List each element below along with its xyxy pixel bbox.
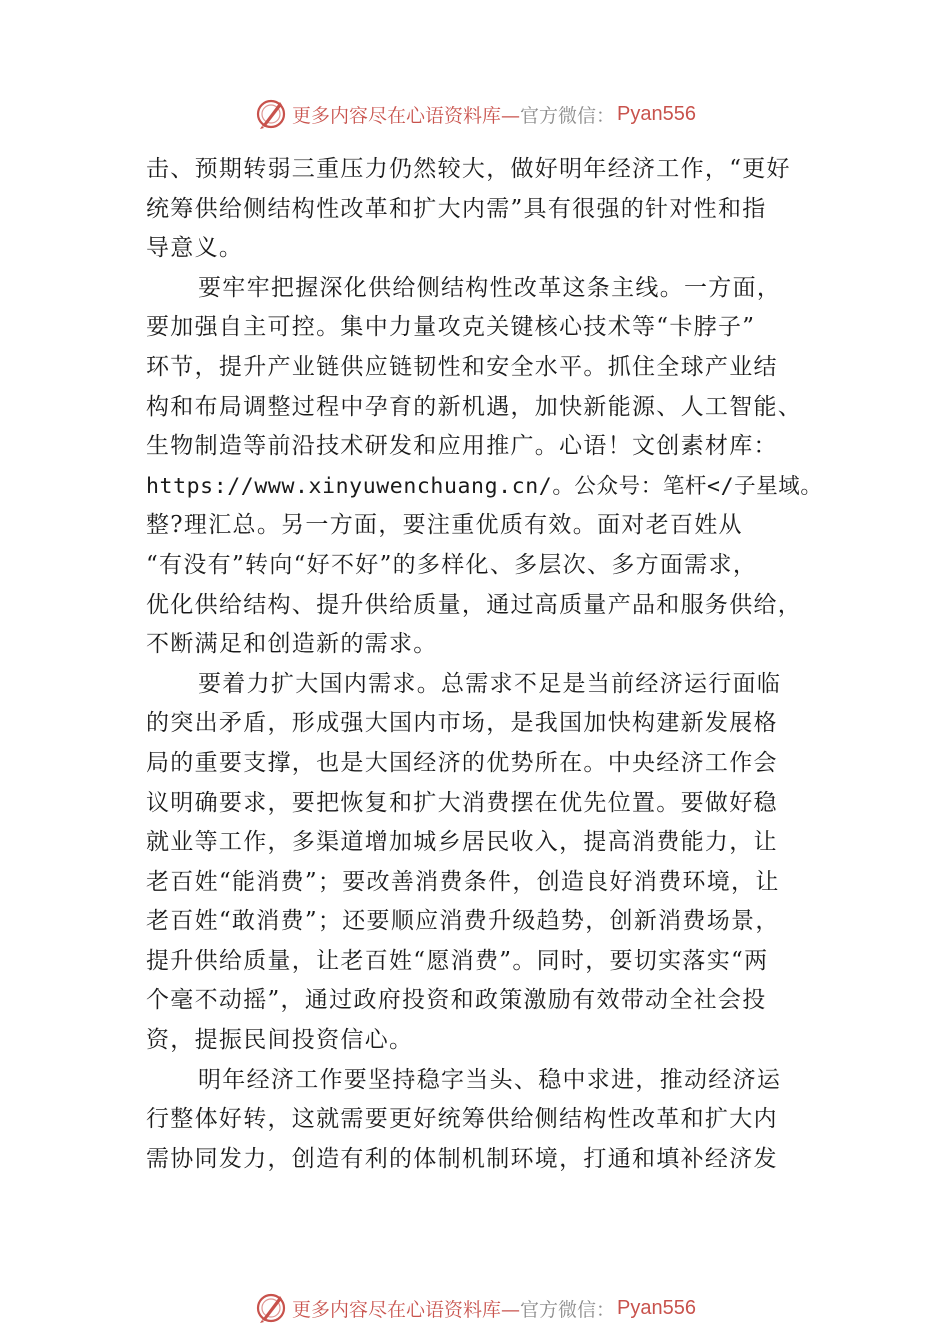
body-line: “有没有”转向“好不好”的多样化、多层次、多方面需求，	[146, 551, 758, 578]
body-line: 老百姓“敢消费”；还要顺应消费升级趋势，创新消费场景，	[146, 908, 780, 935]
quill-pen-logo-icon	[254, 97, 288, 131]
body-line: 整?理汇总。另一方面，要注重优质有效。面对老百姓从	[146, 512, 743, 539]
paragraph-start-line: 明年经济工作要坚持稳字当头、稳中求进，推动经济运	[198, 1066, 782, 1093]
header-wechat-label: 官方微信：	[520, 104, 616, 127]
header-site-text: 更多内容尽在心语资料库—	[292, 104, 521, 127]
document-body	[146, 150, 823, 1179]
body-line: 不断满足和创造新的需求。	[146, 631, 438, 658]
footer-banner	[0, 1288, 950, 1328]
body-line: 行整体好转，这就需要更好统筹供给侧结构性改革和扩大内	[146, 1106, 778, 1133]
body-line: 击、预期转弱三重压力仍然较大，做好明年经济工作，“更好	[146, 156, 791, 182]
body-line: 提升供给质量，让老百姓“愿消费”。同时，要切实落实“两	[146, 947, 769, 974]
footer-wechat-id: Pyan556	[617, 1296, 696, 1319]
body-line: 需协同发力，创造有利的体制机制环境，打通和填补经济发	[146, 1145, 778, 1172]
body-line: 优化供给结构、提升供给质量，通过高质量产品和服务供给，	[146, 591, 803, 618]
header-banner	[0, 94, 950, 134]
body-line: 导意义。	[146, 235, 244, 262]
body-line: 就业等工作，多渠道增加城乡居民收入，提高消费能力，让	[146, 829, 778, 856]
body-line: 要加强自主可控。集中力量攻克关键核心技术等“卡脖子”	[146, 314, 756, 341]
quill-pen-logo-icon	[254, 1291, 288, 1325]
body-line: 统筹供给侧结构性改革和扩大内需”具有很强的针对性和指	[146, 195, 767, 222]
body-line: 老百姓“能消费”；要改善消费条件，创造良好消费环境，让	[146, 868, 780, 895]
body-line: 生物制造等前沿技术研发和应用推广。心语！文创素材库：	[146, 433, 778, 460]
header-wechat-id: Pyan556	[617, 102, 696, 125]
body-line: 的突出矛盾，形成强大国内市场，是我国加快构建新发展格	[146, 710, 778, 737]
body-line: 环节，提升产业链供应链韧性和安全水平。抓住全球产业结	[146, 353, 778, 380]
body-line: 局的重要支撑，也是大国经济的优势所在。中央经济工作会	[146, 749, 778, 776]
body-line: 构和布局调整过程中孕育的新机遇，加快新能源、人工智能、	[146, 393, 803, 420]
body-line: 资，提振民间投资信心。	[146, 1027, 414, 1054]
paragraph-start-line: 要着力扩大国内需求。总需求不足是当前经济运行面临	[198, 670, 782, 697]
url-line: https://www.xinyuwenchuang.cn/。公众号：笔杆</子星域。	[146, 473, 823, 499]
footer-wechat-label: 官方微信：	[520, 1298, 616, 1321]
paragraph-start-line: 要牢牢把握深化供给侧结构性改革这条主线。一方面，	[198, 274, 782, 301]
footer-site-text: 更多内容尽在心语资料库—	[292, 1298, 521, 1321]
body-line: 议明确要求，要把恢复和扩大消费摆在优先位置。要做好稳	[146, 789, 778, 816]
body-line: 个毫不动摇”，通过政府投资和政策激励有效带动全社会投	[146, 987, 767, 1014]
